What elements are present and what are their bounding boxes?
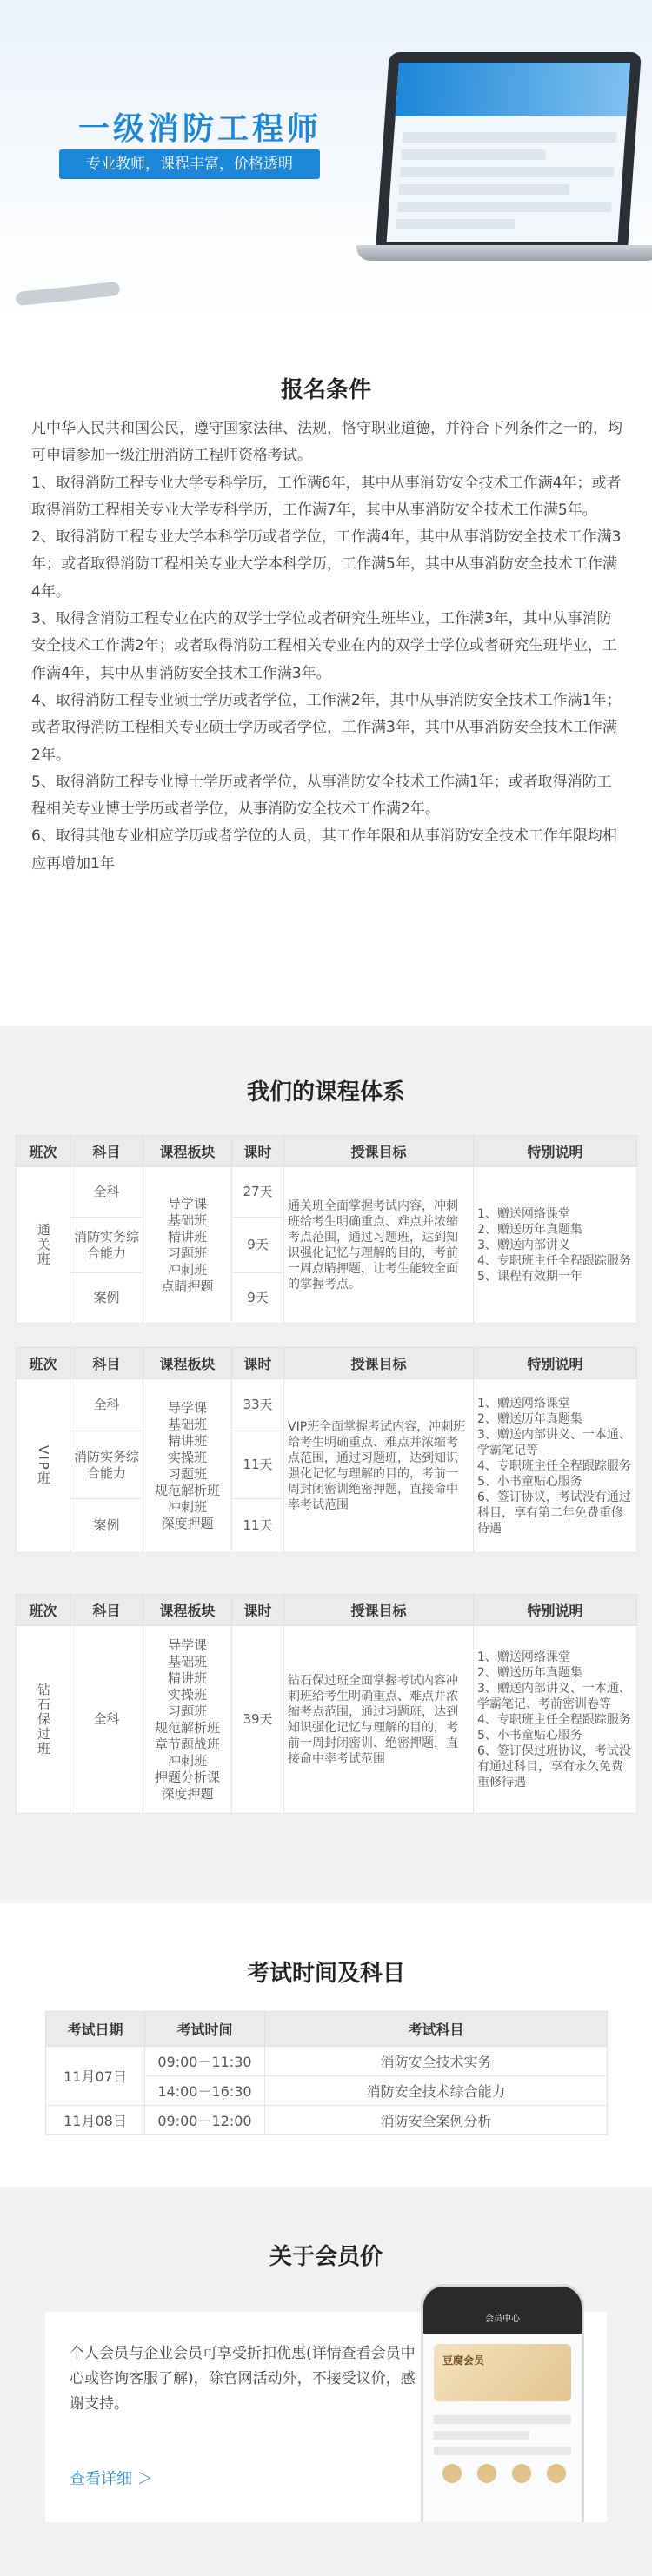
registration-paragraph: 4、取得消防工程专业硕士学历或者学位，工作满2年，其中从事消防安全技术工作满1年；或者取得消防工程相关专业硕士学历或者学位，工作满3年，其中从事消防安全技术工作满2年。 [31, 691, 622, 764]
registration-paragraph: 5、取得消防工程专业博士学历或者学位，从事消防安全技术工作满1年；或者取得消防工程相关专业博士学历或者学位，从事消防安全技术工作满2年。 [31, 773, 612, 819]
class-name: 通关班 [36, 1223, 51, 1267]
header-class: 班次 [17, 1348, 70, 1379]
class-name: VIP班 [36, 1445, 51, 1486]
view-details-link[interactable]: 查看详细 ＞ [70, 2470, 153, 2488]
class-name: 钻石保过班 [36, 1683, 51, 1756]
date-cell: 11月08日 [46, 2106, 145, 2135]
class-cell [17, 1626, 70, 1814]
header-subject: 科目 [70, 1348, 143, 1379]
header-class: 班次 [17, 1595, 70, 1626]
table-row [17, 1167, 637, 1218]
header-hours: 课时 [232, 1595, 284, 1626]
phone-icon [512, 2464, 531, 2483]
member-description: 个人会员与企业会员可享受折扣优惠(详情查看会员中心或咨询客服了解)，除官网活动外，不接受议价，感谢支持。 [70, 2345, 416, 2413]
header-subject: 考试科目 [265, 2012, 608, 2047]
module-cell: 导学课 基础班 精讲班 习题班 冲刺班 点睛押题 [143, 1167, 232, 1324]
header-goal: 授课目标 [284, 1348, 474, 1379]
registration-paragraph: 3、取得含消防工程专业在内的双学士学位或者研究生班毕业，工作满3年，其中从事消防安全技术工作满2年；或者取得消防工程相关专业在内的双学士学位或者研究生班毕业，工作满4年，其中从事消防安全技术工作满3年。 [31, 610, 617, 682]
header-module: 课程板块 [143, 1136, 232, 1167]
notes-cell: 1、赠送网络课堂 2、赠送历年真题集 3、赠送内部讲义、一本通、学霸笔记、考前密训卷等 4、专职班主任全程跟踪服务 5、小书童贴心服务 6、签订保过班协议，考试没有通过科目，享有永久免费重修待遇 [474, 1626, 637, 1814]
decorative-device [15, 282, 120, 306]
exam-title: 考试时间及科目 [246, 1961, 405, 1987]
hero-banner [0, 0, 652, 323]
notes-cell: 1、赠送网络课堂 2、赠送历年真题集 3、赠送内部讲义 4、专职班主任全程跟踪服务 5、课程有效期一年 [474, 1167, 637, 1324]
hero-tagline: 专业教师，课程丰富，价格透明 [59, 149, 320, 179]
phone-header: 会员中心 [485, 2314, 520, 2324]
header-date: 考试日期 [46, 2012, 145, 2047]
module-cell: 导学课 基础班 精讲班 实操班 习题班 规范解析班 冲刺班 深度押题 [143, 1379, 232, 1553]
registration-paragraph: 凡中华人民共和国公民，遵守国家法律、法规，恪守职业道德，并符合下列条件之一的，均可申请参加一级注册消防工程师资格考试。 [31, 420, 622, 465]
subject-cell: 消防安全案例分析 [265, 2106, 608, 2135]
header-notes: 特别说明 [474, 1348, 637, 1379]
course-table-vip [16, 1347, 637, 1553]
hours-cell: 27天 [232, 1167, 284, 1218]
goal-cell: 通关班全面掌握考试内容，冲刺班给考生明确重点、难点并浓缩考点范围，通过习题班，达到知识强化记忆与理解的目的，考前一周点睛押题，让考生能较全面的掌握考点。 [284, 1167, 474, 1324]
table-row [17, 1379, 637, 1431]
hours-cell: 33天 [232, 1379, 284, 1431]
subject-cell: 全科 [70, 1167, 143, 1218]
header-goal: 授课目标 [284, 1136, 474, 1167]
header-class: 班次 [17, 1136, 70, 1167]
registration-content [31, 415, 622, 878]
subject-cell: 消防安全技术实务 [265, 2047, 608, 2076]
table-header-row [17, 1348, 637, 1379]
laptop-screen [376, 52, 642, 248]
course-title: 我们的课程体系 [246, 1079, 405, 1105]
subject-cell: 全科 [70, 1379, 143, 1431]
header-notes: 特别说明 [474, 1595, 637, 1626]
goal-cell: 钻石保过班全面掌握考试内容冲刺班给考生明确重点、难点并浓缩考点范围，通过习题班，达到知识强化记忆与理解的目的，考前一周封闭密训、绝密押题，直接命中率考试范围 [284, 1626, 474, 1814]
laptop-illustration [356, 52, 652, 304]
hours-cell: 39天 [232, 1626, 284, 1814]
header-subject: 科目 [70, 1136, 143, 1167]
header-module: 课程板块 [143, 1348, 232, 1379]
table-row [17, 1626, 637, 1814]
class-cell [17, 1167, 70, 1324]
hours-cell: 9天 [232, 1273, 284, 1324]
subject-cell: 消防实务综合能力 [70, 1431, 143, 1499]
course-table-diamond [16, 1594, 637, 1814]
time-cell: 09:00－12:00 [145, 2106, 265, 2135]
registration-paragraph: 2、取得消防工程专业大学本科学历或者学位，工作满4年，其中从事消防安全技术工作满3年；或者取得消防工程相关专业大学本科学历，工作满5年，其中从事消防安全技术工作满4年。 [31, 528, 622, 601]
registration-title: 报名条件 [280, 377, 371, 403]
phone-mockup [421, 2284, 584, 2522]
subject-cell: 消防实务综合能力 [70, 1218, 143, 1273]
table-row [46, 2047, 608, 2076]
header-hours: 课时 [232, 1348, 284, 1379]
subject-cell: 全科 [70, 1626, 143, 1814]
registration-paragraph: 6、取得其他专业相应学历或者学位的人员，其工作年限和从事消防安全技术工作年限均相应再增加1年 [31, 827, 617, 873]
subject-cell: 案例 [70, 1273, 143, 1324]
header-module: 课程板块 [143, 1595, 232, 1626]
header-hours: 课时 [232, 1136, 284, 1167]
course-table-pass [16, 1135, 637, 1324]
laptop-base [356, 245, 652, 261]
hours-cell: 11天 [232, 1431, 284, 1499]
member-card [45, 2312, 607, 2522]
table-header-row [46, 2012, 608, 2047]
registration-paragraph: 1、取得消防工程专业大学专科学历，工作满6年，其中从事消防安全技术工作满4年；或者取得消防工程相关专业大学专科学历，工作满7年，其中从事消防安全技术工作满5年。 [31, 474, 622, 519]
time-cell: 09:00－11:30 [145, 2047, 265, 2076]
subject-cell: 案例 [70, 1499, 143, 1553]
header-subject: 科目 [70, 1595, 143, 1626]
member-card-label: 豆腐会员 [442, 2354, 485, 2367]
subject-cell: 消防安全技术综合能力 [265, 2076, 608, 2106]
notes-cell: 1、赠送网络课堂 2、赠送历年真题集 3、赠送内部讲义、一本通、学霸笔记等 4、专职班主任全程跟踪服务 5、小书童贴心服务 6、签订协议，考试没有通过科目，享有第二年免费重修待遇 [474, 1379, 637, 1553]
hero-title: 一级消防工程师 [78, 111, 323, 147]
phone-icon [477, 2464, 496, 2483]
goal-cell: VIP班全面掌握考试内容，冲刺班给考生明确重点、难点并浓缩考点范围，通过习题班，达到知识强化记忆与理解的目的，考前一周封闭密训绝密押题，直接命中率考试范围 [284, 1379, 474, 1553]
time-cell: 14:00－16:30 [145, 2076, 265, 2106]
date-cell: 11月07日 [46, 2047, 145, 2106]
table-row [46, 2106, 608, 2135]
module-cell: 导学课 基础班 精讲班 实操班 习题班 规范解析班 章节题战班 冲刺班 押题分析课 深度押题 [143, 1626, 232, 1814]
member-title: 关于会员价 [269, 2244, 383, 2270]
hours-cell: 9天 [232, 1218, 284, 1273]
header-goal: 授课目标 [284, 1595, 474, 1626]
header-notes: 特别说明 [474, 1136, 637, 1167]
class-cell [17, 1379, 70, 1553]
table-header-row [17, 1136, 637, 1167]
table-header-row [17, 1595, 637, 1626]
hours-cell: 11天 [232, 1499, 284, 1553]
exam-table [45, 2011, 608, 2135]
member-card-graphic [434, 2344, 571, 2401]
phone-icon [442, 2464, 462, 2483]
header-time: 考试时间 [145, 2012, 265, 2047]
phone-icon [547, 2464, 566, 2483]
